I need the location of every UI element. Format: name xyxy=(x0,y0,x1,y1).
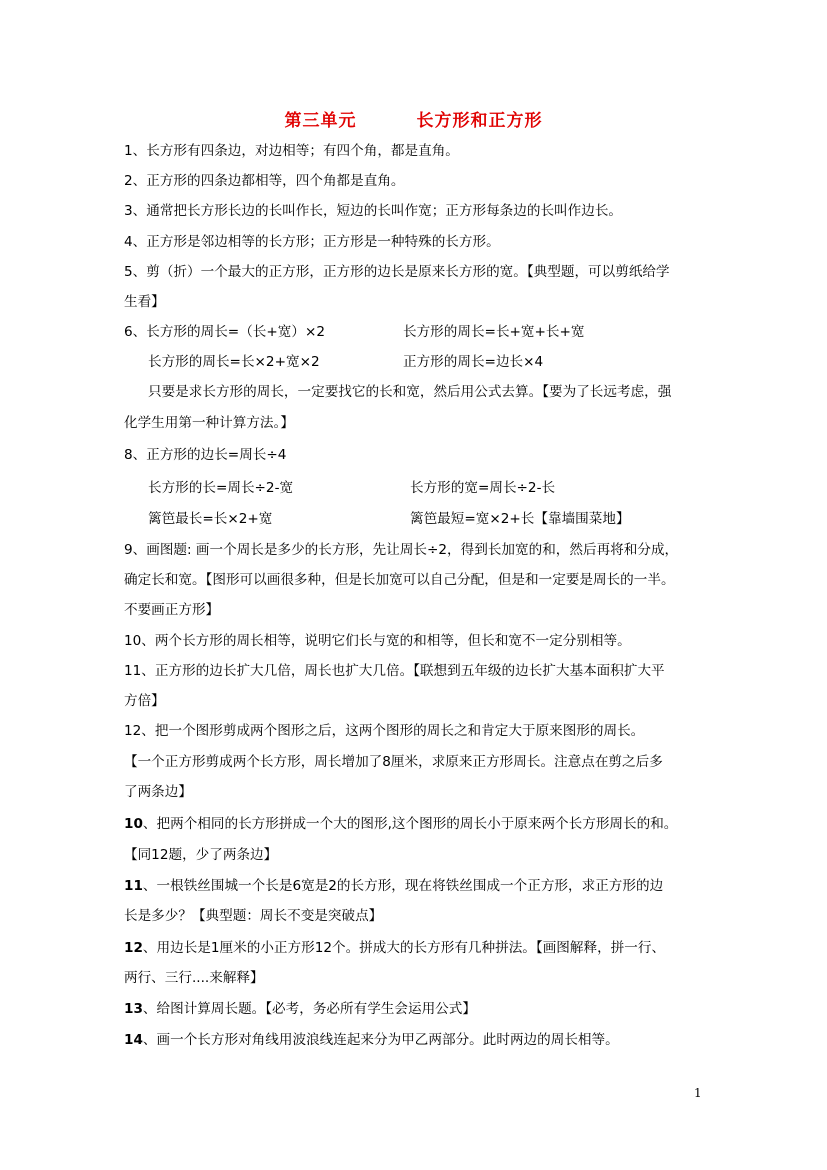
point-1: 1、长方形有四条边，对边相等；有四个角，都是直角。 xyxy=(124,143,459,159)
point-8-formula-3: 长方形的宽=周长÷2-长 xyxy=(410,480,556,496)
point-8-formula-2: 长方形的长=周长÷2-宽 xyxy=(148,480,294,496)
point-12-line-1: 12、把一个图形剪成两个图形之后，这两个图形的周长之和肯定大于原来图形的周长。 xyxy=(124,723,645,739)
point-11-line-2: 方倍】 xyxy=(124,693,165,709)
extra-11-text: 、一根铁丝围城一个长是6宽是2的长方形，现在将铁丝围成一个正方形，求正方形的边 xyxy=(142,878,664,894)
point-6-formula-1: 6、长方形的周长=（长+宽）×2 xyxy=(124,324,325,340)
point-8-formula-5: 篱笆最短=宽×2+长【靠墙围菜地】 xyxy=(410,511,630,527)
extra-13-number: 13 xyxy=(124,1001,143,1017)
point-9-line-1: 9、画图题: 画一个周长是多少的长方形，先让周长÷2，得到长加宽的和，然后再将和分成， xyxy=(124,542,679,558)
extra-10-line-2: 【同12题，少了两条边】 xyxy=(124,847,278,863)
extra-12-line-1 xyxy=(124,939,665,957)
extra-12-line-2: 两行、三行....来解释】 xyxy=(124,970,264,986)
page-number: 1 xyxy=(694,1086,702,1100)
point-4: 4、正方形是邻边相等的长方形；正方形是一种特殊的长方形。 xyxy=(124,234,500,250)
extra-13 xyxy=(124,1000,476,1018)
extra-12-text: 、用边长是1厘米的小正方形12个。拼成大的长方形有几种拼法。【画图解释，拼一行、 xyxy=(142,940,666,956)
extra-14 xyxy=(124,1031,619,1049)
page-title xyxy=(0,106,827,131)
point-6-note-line-2: 化学生用第一种计算方法。】 xyxy=(124,415,294,431)
point-2: 2、正方形的四条边都相等，四个角都是直角。 xyxy=(124,173,405,189)
extra-12-number: 12 xyxy=(124,940,143,956)
point-12-line-3: 了两条边】 xyxy=(124,784,192,800)
point-8-formula-4: 篱笆最长=长×2+宽 xyxy=(148,511,273,527)
extra-11-number: 11 xyxy=(124,878,143,894)
point-6-formula-2: 长方形的周长=长+宽+长+宽 xyxy=(403,324,585,340)
point-6-formula-3: 长方形的周长=长×2+宽×2 xyxy=(148,354,320,370)
extra-14-number: 14 xyxy=(124,1032,143,1048)
extra-10-number: 10 xyxy=(124,816,143,832)
extra-11-line-1 xyxy=(124,877,663,895)
point-12-line-2: 【一个正方形剪成两个长方形，周长增加了8厘米，求原来正方形周长。注意点在剪之后多 xyxy=(124,754,663,770)
extra-10-line-1 xyxy=(124,815,677,833)
extra-13-text: 、给图计算周长题。【必考，务必所有学生会运用公式】 xyxy=(142,1001,476,1017)
point-5-line-1: 5、剪（折）一个最大的正方形，正方形的边长是原来长方形的宽。【典型题，可以剪纸给学 xyxy=(124,264,670,280)
point-9-line-2: 确定长和宽。【图形可以画很多种，但是长加宽可以自己分配，但是和一定要是周长的一半。 xyxy=(124,572,675,588)
point-6-formula-4: 正方形的周长=边长×4 xyxy=(403,354,544,370)
point-6-note-line-1: 只要是求长方形的周长，一定要找它的长和宽，然后用公式去算。【要为了长远考虑，强 xyxy=(148,384,672,400)
title-unit: 第三单元 xyxy=(284,111,357,131)
extra-11-line-2: 长是多少？【典型题：周长不变是突破点】 xyxy=(124,908,383,924)
point-10: 10、两个长方形的周长相等，说明它们长与宽的和相等，但长和宽不一定分别相等。 xyxy=(124,633,631,649)
title-topic: 长方形和正方形 xyxy=(416,111,543,131)
extra-10-text: 、把两个相同的长方形拼成一个大的图形,这个图形的周长小于原来两个长方形周长的和。 xyxy=(142,816,678,832)
extra-14-text: 、画一个长方形对角线用波浪线连起来分为甲乙两部分。此时两边的周长相等。 xyxy=(142,1032,619,1048)
point-5-line-2: 生看】 xyxy=(124,294,165,310)
point-9-line-3: 不要画正方形】 xyxy=(124,602,220,618)
point-8-formula-1: 8、正方形的边长=周长÷4 xyxy=(124,447,287,463)
point-11-line-1: 11、正方形的边长扩大几倍，周长也扩大几倍。【联想到五年级的边长扩大基本面积扩大平 xyxy=(124,663,665,679)
point-3: 3、通常把长方形长边的长叫作长，短边的长叫作宽；正方形每条边的长叫作边长。 xyxy=(124,203,623,219)
